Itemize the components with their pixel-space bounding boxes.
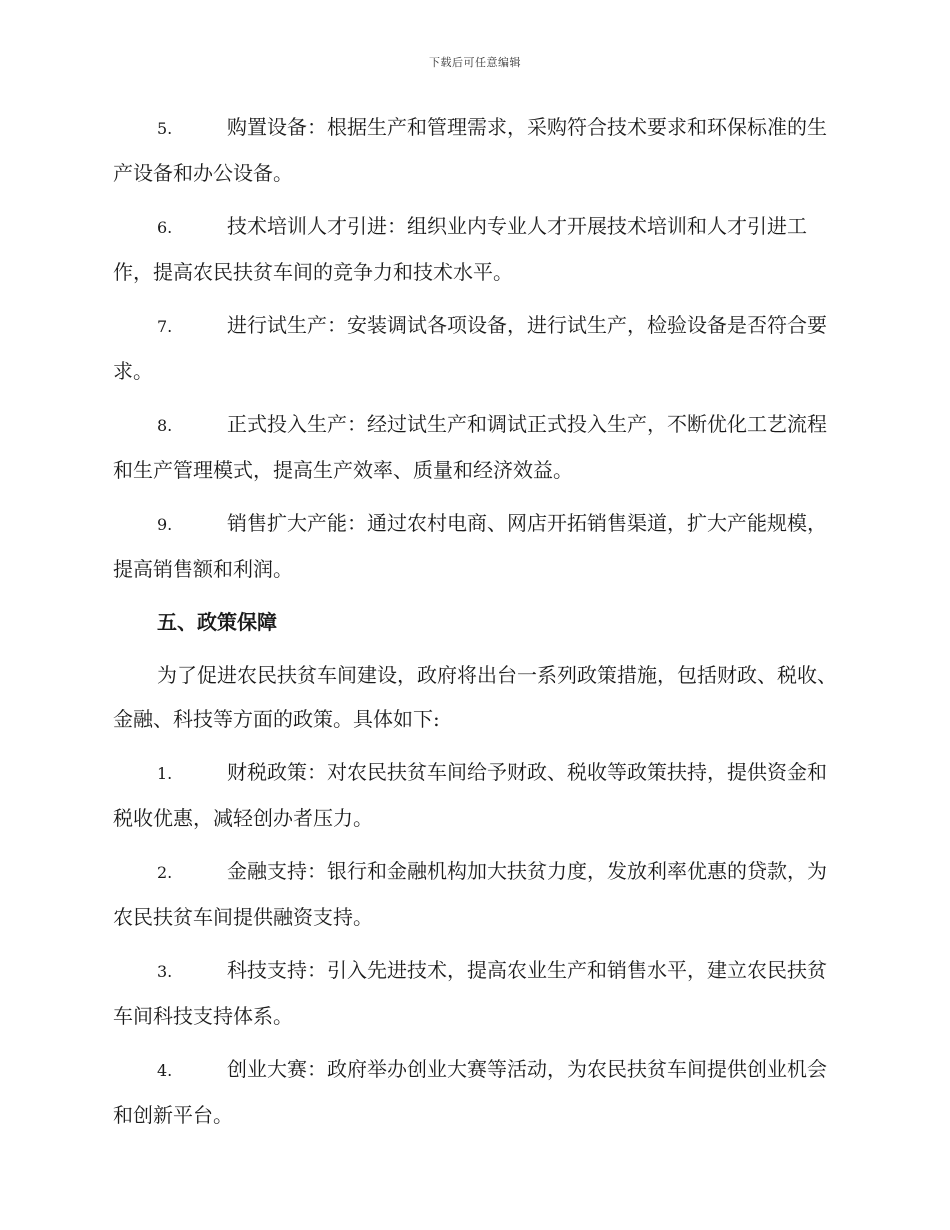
list-item	[113, 948, 837, 1038]
section-heading: 五、政策保障	[157, 610, 277, 634]
list-text: 财税政策：对农民扶贫车间给予财政、税收等政策扶持，提供资金和税收优惠，减轻创办者压力。	[113, 760, 827, 830]
list-number: 1.	[157, 764, 173, 783]
list-text: 金融支持：银行和金融机构加大扶贫力度，发放利率优惠的贷款，为农民扶贫车间提供融资支持。	[113, 859, 827, 929]
list-number: 6.	[157, 218, 173, 237]
list-number: 4.	[157, 1061, 173, 1080]
section-intro: 为了促进农民扶贫车间建设，政府将出台一系列政策措施，包括财政、税收、金融、科技等方面的政策。具体如下:	[113, 663, 837, 731]
list-text: 技术培训人才引进：组织业内专业人才开展技术培训和人才引进工作，提高农民扶贫车间的竞争力和技术水平。	[113, 214, 807, 284]
list-item	[113, 501, 837, 591]
list-number: 5.	[157, 119, 173, 138]
list-text: 科技支持：引入先进技术，提高农业生产和销售水平，建立农民扶贫车间科技支持体系。	[113, 958, 827, 1028]
list-item	[113, 105, 837, 195]
list-number: 2.	[157, 863, 173, 882]
list-number: 9.	[157, 515, 173, 534]
list-text: 进行试生产：安装调试各项设备，进行试生产，检验设备是否符合要求。	[113, 313, 827, 383]
list-text: 创业大赛：政府举办创业大赛等活动，为农民扶贫车间提供创业机会和创新平台。	[113, 1057, 827, 1127]
list-item	[113, 1047, 837, 1137]
list-item	[113, 303, 837, 393]
list-item	[113, 750, 837, 840]
page-header: 下载后可任意编辑	[429, 56, 521, 69]
list-item	[113, 204, 837, 294]
list-number: 3.	[157, 962, 173, 981]
list-text: 销售扩大产能：通过农村电商、网店开拓销售渠道，扩大产能规模，提高销售额和利润。	[113, 511, 827, 581]
list-item	[113, 402, 837, 492]
list-text: 正式投入生产：经过试生产和调试正式投入生产，不断优化工艺流程和生产管理模式，提高生产效率、质量和经济效益。	[113, 412, 827, 482]
list-number: 7.	[157, 317, 173, 336]
document-body	[113, 105, 837, 1146]
list-text: 购置设备：根据生产和管理需求，采购符合技术要求和环保标准的生产设备和办公设备。	[113, 115, 827, 185]
list-number: 8.	[157, 416, 173, 435]
list-item	[113, 849, 837, 939]
